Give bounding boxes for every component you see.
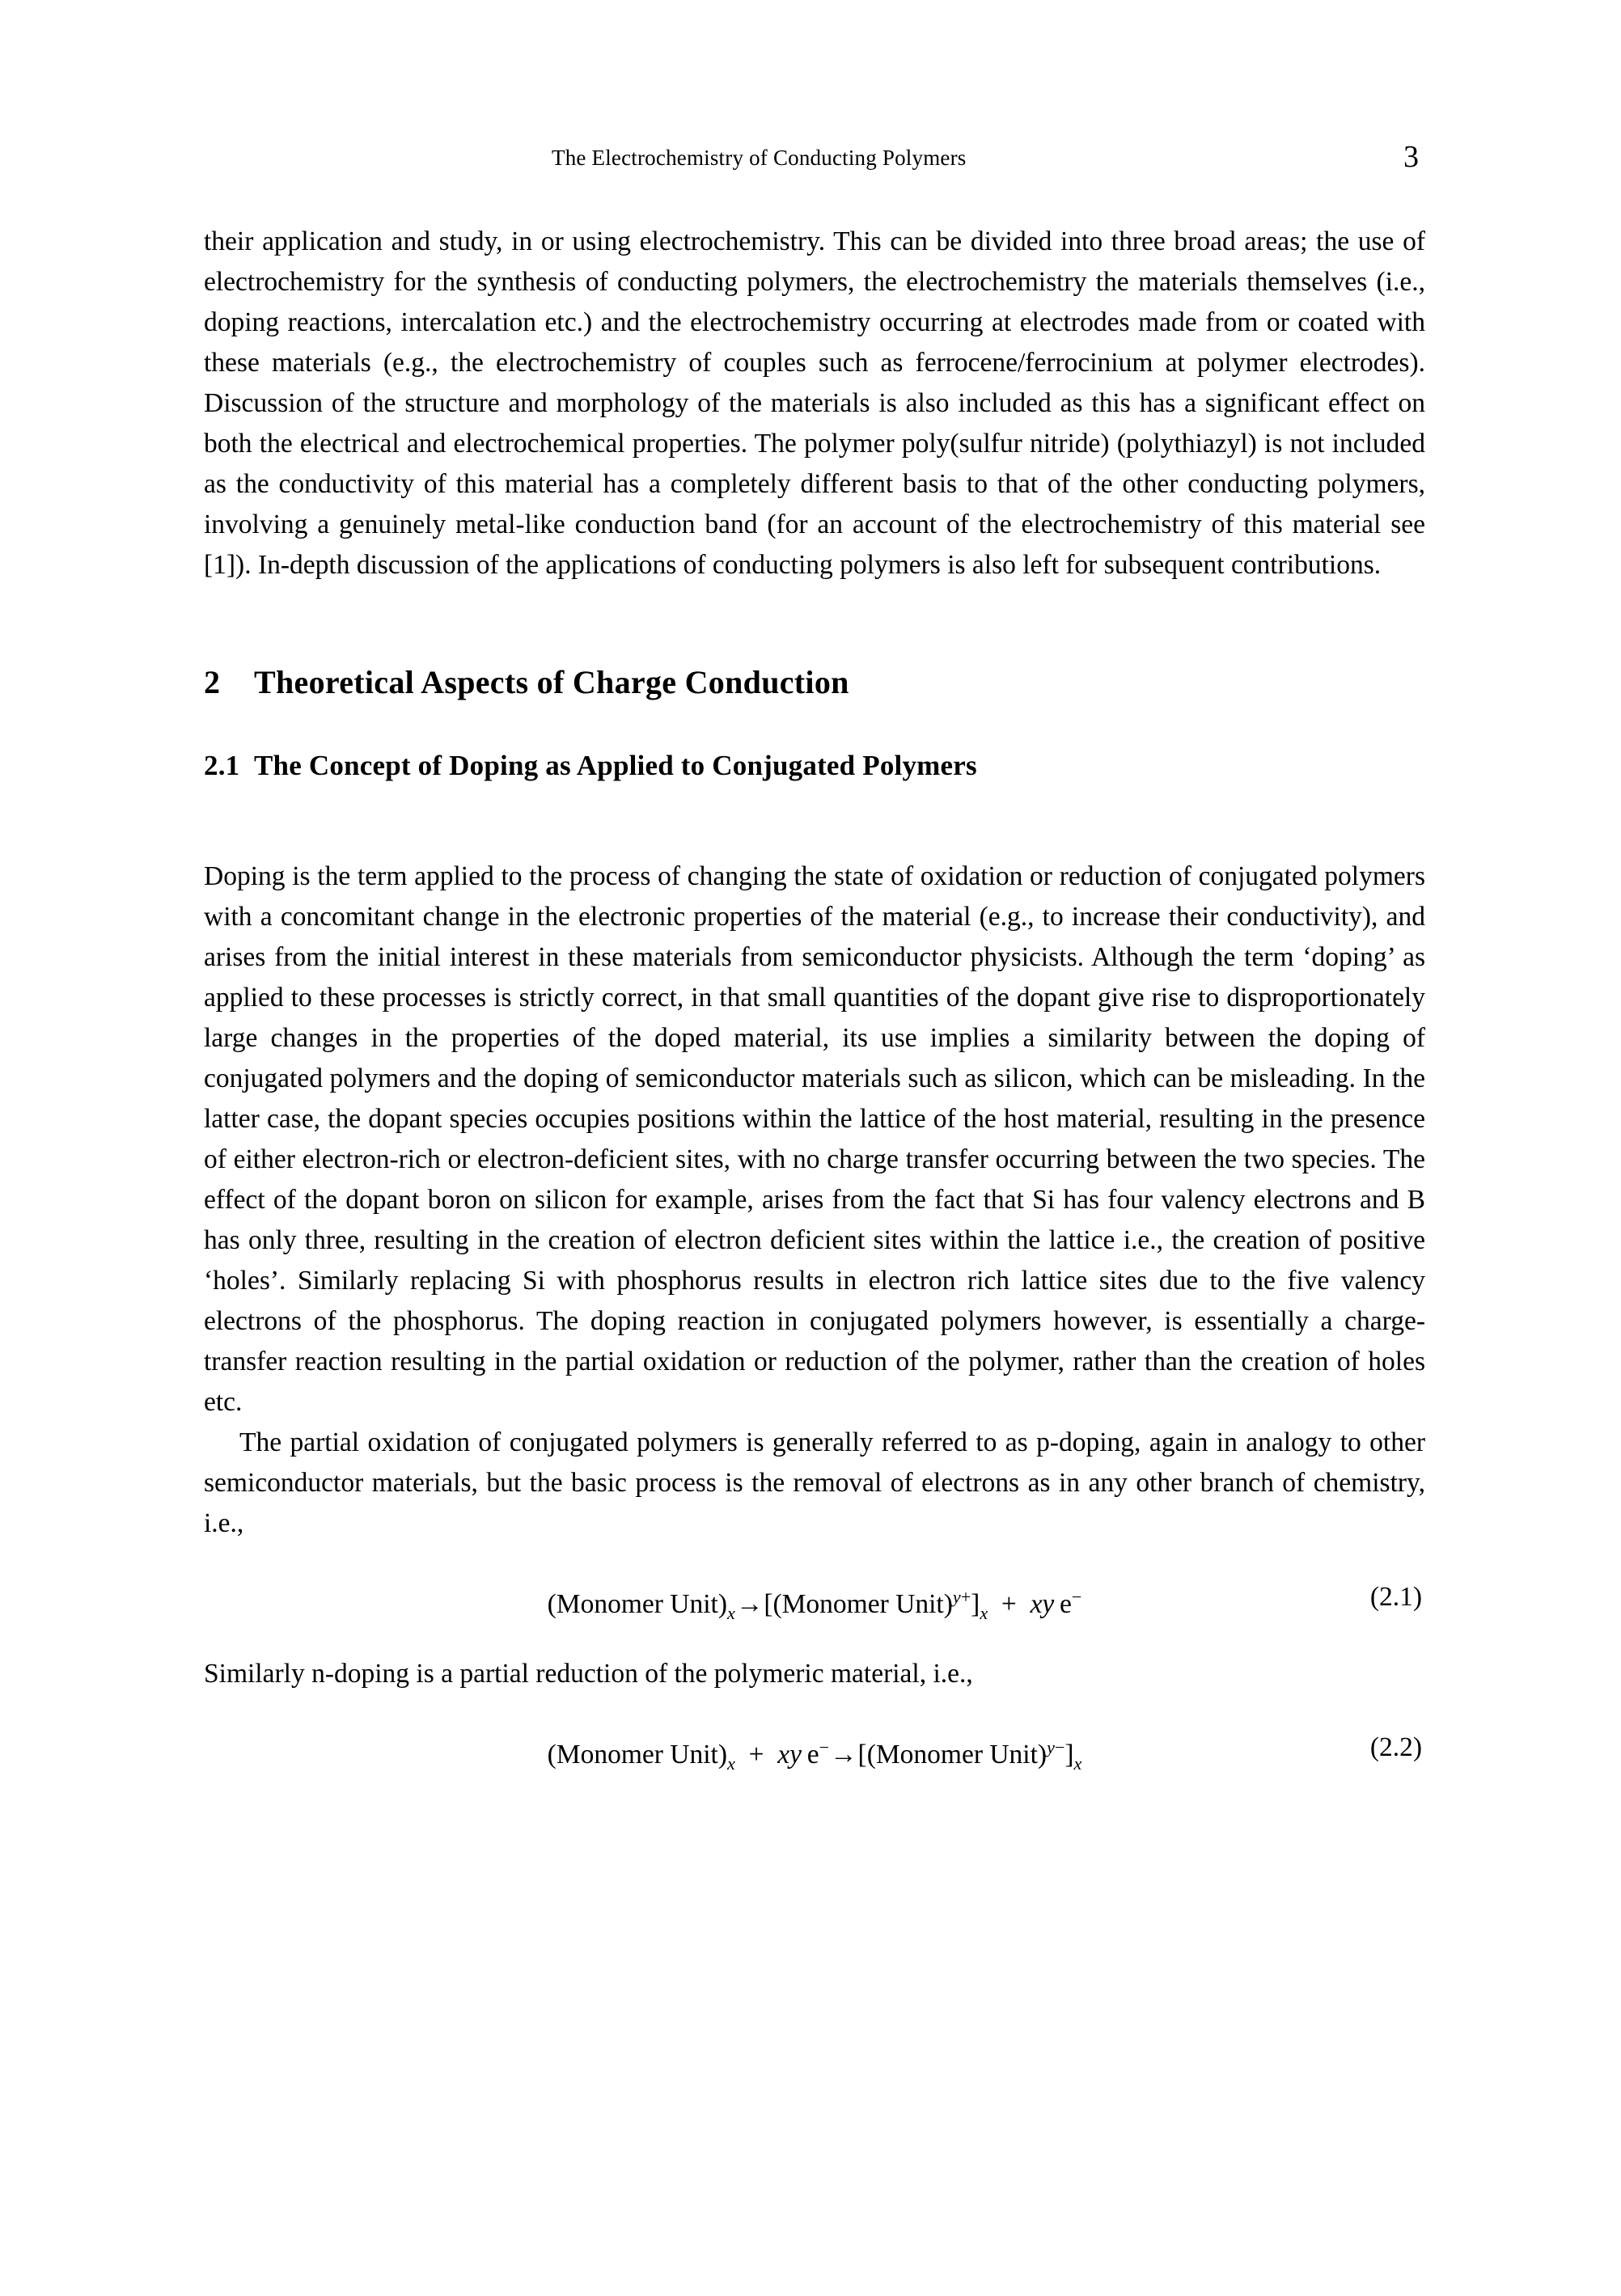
running-head-title: The Electrochemistry of Conducting Polymers bbox=[552, 146, 967, 170]
subsection-title: The Concept of Doping as Applied to Conjugated Polymers bbox=[254, 750, 977, 781]
equation-2-1-body: (Monomer $Unit)_x\to[(Monomer$ $Unit)^{y+}]_x$ + xy e− bbox=[547, 1587, 1082, 1623]
equation-2-1 bbox=[204, 1578, 1425, 1623]
spacer bbox=[204, 701, 1425, 750]
spacer bbox=[204, 782, 1425, 856]
paragraph-p-doping: The partial oxidation of conjugated polymers is generally referred to as p-doping, again in analogy to other semiconductor materials, but the basic process is the removal of electrons as in any other branch of chemistry, i.e., bbox=[204, 1427, 1425, 1538]
spacer bbox=[204, 1544, 1425, 1578]
page-content bbox=[204, 140, 1425, 1774]
paragraph-intro: their application and study, in or using electrochemistry. This can be divided into three broad areas; the use of electrochemistry for the synthesis of conducting polymers, the electrochemistry the materials themselves (i.e., doping reactions, intercalation etc.) and the electrochemistry occurring at electrodes made from or coated with these materials (e.g., the electrochemistry of couples such as ferrocene/ferrocinium at polymer electrodes). Discussion of the structure and morphology of the materials is also included as this has a significant effect on both the electrical and electrochemical properties. The polymer poly(sulfur nitride) (polythiazyl) is not included as the conductivity of this material has a completely different basis to that of the other conducting polymers, involving a genuinely metal-like conduction band (for an account of the electrochemistry of this material see [1]). In-depth discussion of the applications of conducting polymers is also left for subsequent contributions. bbox=[204, 226, 1425, 580]
subsection-number: 2.1 bbox=[204, 750, 240, 781]
page-number: 3 bbox=[1403, 140, 1419, 174]
paragraph-n-doping: Similarly n-doping is a partial reduction of the polymeric material, i.e., bbox=[204, 1659, 973, 1689]
subsection-heading bbox=[204, 750, 1425, 782]
equation-2-1-number: (2.1) bbox=[1369, 1582, 1422, 1612]
paragraph-doping: Doping is the term applied to the process of changing the state of oxidation or reduction of conjugated polymers with a concomitant change in the electronic properties of the material (e.g., to increase their conductivity), and arises from the initial interest in these materials from semiconductor physicists. Although the term ‘doping’ as applied to these processes is strictly correct, in that small quantities of the dopant give rise to disproportionately large changes in the properties of the doped material, its use implies a similarity between the doping of conjugated polymers and the doping of semiconductor materials such as silicon, which can be misleading. In the latter case, the dopant species occupies positions within the lattice of the host material, resulting in the presence of either electron-rich or electron-deficient sites, with no charge transfer occurring between the two species. The effect of the dopant boron on silicon for example, arises from the fact that Si has four valency electrons and B has only three, resulting in the creation of electron deficient sites within the lattice i.e., the creation of positive ‘holes’. Similarly replacing Si with phosphorus results in electron rich lattice sites due to the five valency electrons of the phosphorus. The doping reaction in conjugated polymers however, is essentially a charge-transfer reaction resulting in the partial oxidation or reduction of the polymer, rather than the creation of holes etc. bbox=[204, 861, 1425, 1417]
running-header bbox=[204, 140, 1425, 191]
equation-2-2-number: (2.2) bbox=[1369, 1732, 1422, 1762]
spacer bbox=[204, 1694, 1425, 1728]
section-number: 2 bbox=[204, 664, 221, 700]
equation-2-2 bbox=[204, 1728, 1425, 1774]
section-heading bbox=[204, 663, 1425, 701]
spacer bbox=[204, 586, 1425, 663]
equation-2-2-body: (Monomer $Unit)_x$ + xy e−→[(Monomer $Unit)^{y-}]_x$ bbox=[547, 1737, 1082, 1774]
section-title: Theoretical Aspects of Charge Conduction bbox=[254, 664, 849, 700]
